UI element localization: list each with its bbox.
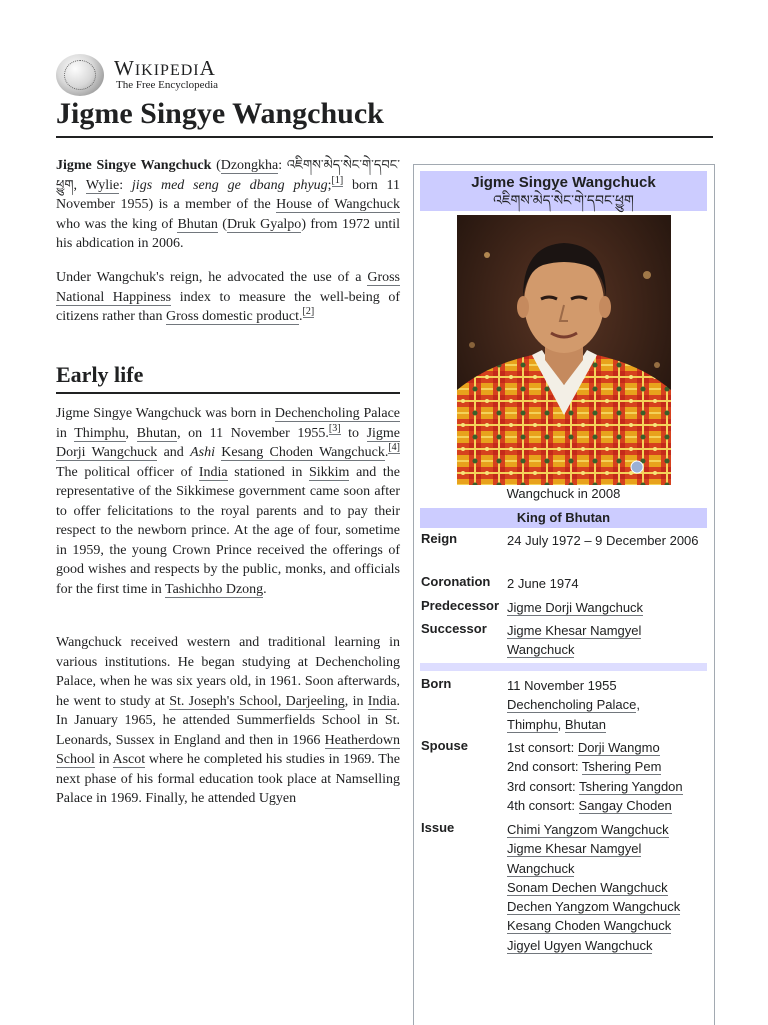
spouse-link[interactable]: Sangay Choden	[578, 797, 672, 813]
house-of-wangchuck-link[interactable]: House of Wangchuck	[276, 197, 400, 212]
spouse-item: 4th consort: Sangay Choden	[507, 797, 672, 813]
second-paragraph-section	[56, 268, 400, 327]
gnh-paragraph: Under Wangchuk's reign, he advocated the use of a Gross National Happiness index to measure the well-being of citizens rather than Gross domestic product.[2]	[56, 270, 400, 324]
gdp-link[interactable]: Gross domestic product	[166, 309, 299, 324]
spouse-label: Spouse	[421, 738, 468, 753]
predecessor-link[interactable]: Jigme Dorji Wangchuck	[507, 600, 644, 615]
india-link[interactable]: India	[367, 693, 397, 709]
india-link[interactable]: India	[198, 464, 228, 480]
infobox	[413, 164, 715, 1025]
issue-link[interactable]: Chimi Yangzom Wangchuck	[507, 822, 669, 837]
born-place: Dechencholing Palace, Thimphu, Bhutan	[507, 697, 640, 732]
thimphu-link[interactable]: Thimphu	[74, 425, 126, 441]
wikipedia-tagline: The Free Encyclopedia	[116, 79, 219, 91]
issue-link[interactable]: Dechen Yangzom Wangchuck	[507, 899, 681, 915]
dzongkha-script: འཇིགས་མེད་སེང་གེ་དབང་ཕྱུག	[56, 158, 400, 193]
successor-label: Successor	[421, 621, 487, 636]
issue-link[interactable]: Jigyel Ugyen Wangchuck	[507, 937, 653, 953]
coronation-label: Coronation	[421, 574, 491, 589]
ashi-title: Ashi	[190, 445, 215, 460]
issue-link[interactable]: Jigme Khesar Namgyel Wangchuck	[507, 841, 642, 876]
title-divider	[56, 136, 713, 138]
intro-paragraph: Jigme Singye Wangchuck (Dzongkha: འཇིགས་མེད་སེང་གེ་དབང་ཕྱུག, Wylie: jigs med seng ge dbang phyug;[1] born 11 November 1955) is a member of the House of Wangchuck who was the king of Bhutan (Druk Gyalpo) from 1972 until his abdication in 2006.	[56, 158, 400, 251]
dechencholing-palace-link[interactable]: Dechencholing Palace	[274, 406, 400, 421]
sikkim-link[interactable]: Sikkim	[308, 464, 350, 480]
spouse-link[interactable]: Dorji Wangmo	[577, 740, 660, 755]
predecessor-value	[507, 598, 707, 617]
bhutan-link[interactable]: Bhutan	[564, 716, 607, 732]
infobox-section-header[interactable]: King of Bhutan	[420, 508, 707, 528]
portrait-photo[interactable]	[457, 215, 671, 485]
ref-4[interactable]: [4]	[388, 442, 400, 454]
reign-value: 24 July 1972 – 9 December 2006	[507, 533, 699, 548]
ref-1[interactable]: [1]	[331, 174, 344, 186]
jigme-dorji-wangchuck-link[interactable]: Jigme Dorji Wangchuck	[56, 425, 401, 460]
issue-link[interactable]: Kesang Choden Wangchuck	[507, 918, 672, 934]
born-value	[507, 676, 707, 734]
kesang-choden-wangchuck-link[interactable]: Kesang Choden Wangchuck	[221, 445, 385, 460]
coronation-value: 2 June 1974	[507, 576, 579, 591]
early-life-paragraph-1: Jigme Singye Wangchuck was born in Dechencholing Palace in Thimphu, Bhutan, on 11 November 1955.[3] to Jigme Dorji Wangchuck and Ashi Kesang Choden Wangchuck.[4] The political officer of India stationed in Sikkim and the representative of the Sikkimese government came soon after to offer felicitations to the royal parents and to pay their respect to the newborn prince. At the age of four, sometime in 1959, the young Crown Prince received the offerings of good wishes and respects by the public, monks, and officials for the first time in Tashichho Dzong.	[56, 406, 401, 597]
ref-3[interactable]: [3]	[328, 422, 341, 434]
dzongkha-link[interactable]: Dzongkha	[220, 158, 279, 173]
wylie-text: jigs med seng ge dbang phyug	[131, 177, 328, 193]
dechencholing-palace-link[interactable]: Dechencholing Palace	[507, 697, 637, 713]
ascot-link[interactable]: Ascot	[112, 752, 146, 767]
infobox-separator	[420, 663, 707, 671]
spouse-link[interactable]: Tshering Yangdon	[579, 778, 683, 794]
thimphu-link[interactable]: Thimphu	[507, 716, 558, 732]
spouse-link[interactable]: Tshering Pem	[581, 759, 662, 775]
spouse-item: 3rd consort: Tshering Yangdon	[507, 778, 683, 794]
born-date: 11 November 1955	[507, 678, 617, 693]
portrait-image	[457, 215, 671, 485]
spouse-value	[507, 738, 707, 815]
issue-link[interactable]: Sonam Dechen Wangchuck	[507, 879, 668, 895]
ref-2[interactable]: [2]	[302, 306, 315, 318]
bhutan-link[interactable]: Bhutan	[177, 216, 218, 232]
infobox-native-name: འཇིགས་མེད་སེང་གེ་དབང་ཕྱུག	[493, 193, 634, 209]
reign-label: Reign	[421, 531, 458, 546]
subject-name: Jigme Singye Wangchuck	[56, 158, 212, 173]
druk-gyalpo-link[interactable]: Druk Gyalpo	[226, 216, 302, 232]
successor-value	[507, 621, 707, 660]
wylie-link[interactable]: Wylie	[85, 177, 120, 193]
successor-link[interactable]: Jigme Khesar Namgyel Wangchuck	[507, 623, 642, 658]
issue-label: Issue	[421, 820, 455, 835]
infobox-name: Jigme Singye Wangchuck	[471, 174, 656, 191]
st-josephs-school-link[interactable]: St. Joseph's School, Darjeeling	[169, 693, 345, 709]
bhutan-link[interactable]: Bhutan	[136, 425, 178, 441]
tashichho-dzong-link[interactable]: Tashichho Dzong	[165, 581, 264, 597]
spouse-item: 2nd consort: Tshering Pem	[507, 759, 662, 775]
portrait-caption: Wangchuck in 2008	[506, 486, 621, 501]
wikipedia-globe-icon	[56, 54, 104, 96]
born-label: Born	[421, 676, 452, 691]
wikipedia-wordmark: WIKIPEDIA	[114, 56, 216, 80]
spouse-item: 1st consort: Dorji Wangmo	[507, 740, 660, 755]
issue-value	[507, 820, 707, 955]
early-life-paragraph-2: Wangchuck received western and traditional learning in various institutions. He began studying at Dechencholing Palace, when he was six years old, in 1961. Soon afterwards, he went to study at St. Joseph's School, Darjeeling, in India. In January 1965, he attended Summerfields School in St. Leonards, Sussex in England and then in 1966 Heatherdown School in Ascot where he completed his studies in 1969. The next phase of his formal education took place at Namselling Palace in 1969. Finally, he attended Ugyen	[56, 635, 401, 806]
heatherdown-school-link[interactable]: Heatherdown School	[56, 732, 400, 767]
section-divider	[56, 392, 400, 394]
early-life-heading: Early life	[56, 362, 144, 387]
lead-section	[56, 156, 400, 254]
infobox-title	[420, 171, 707, 211]
predecessor-label: Predecessor	[421, 598, 500, 613]
page-title: Jigme Singye Wangchuck	[56, 97, 384, 130]
gnh-link[interactable]: Gross National Happiness	[56, 270, 400, 305]
